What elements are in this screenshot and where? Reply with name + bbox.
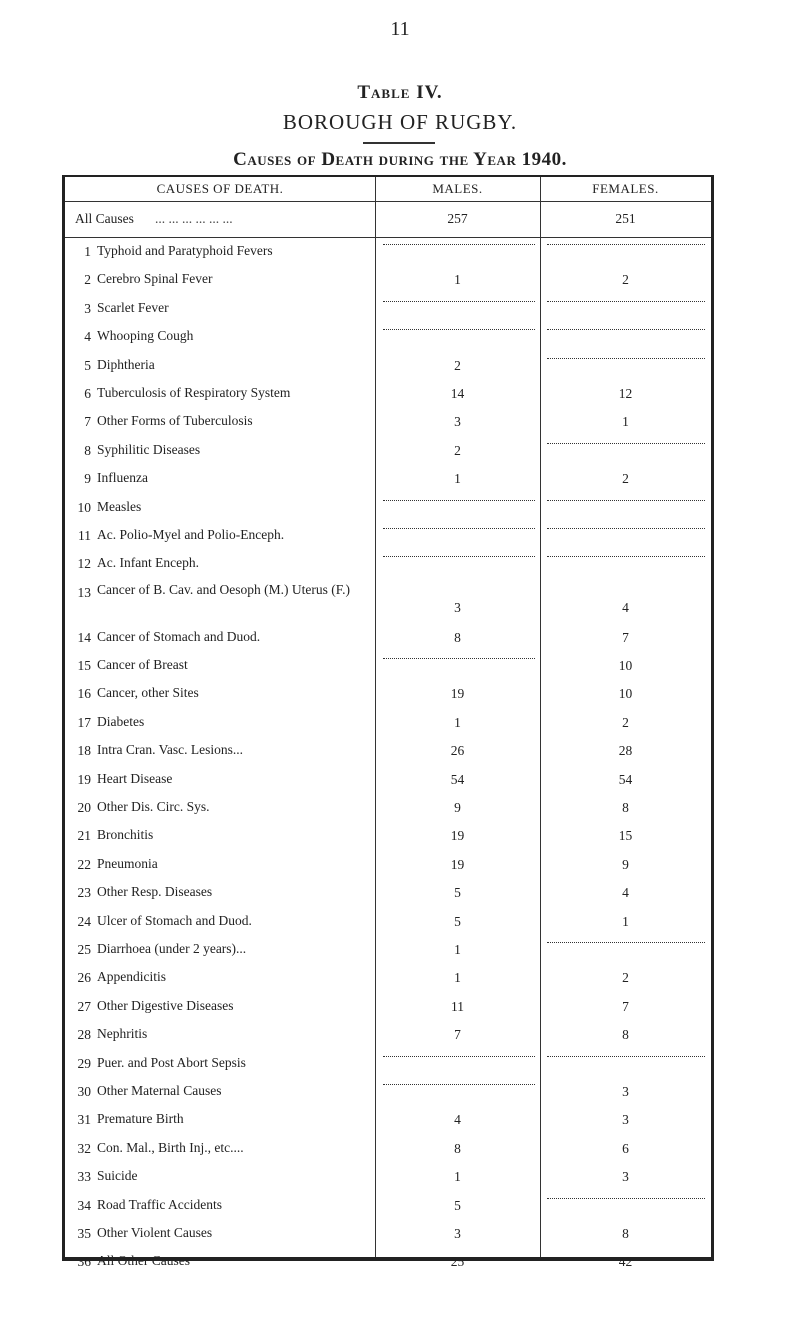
males-empty-dots xyxy=(383,556,535,557)
females-count: 2 xyxy=(622,272,629,288)
row-number: 22 xyxy=(77,856,91,872)
cause-label: Pneumonia xyxy=(97,855,158,871)
females-count: 8 xyxy=(622,1225,629,1241)
table-row xyxy=(65,1020,711,1048)
table-row xyxy=(65,407,711,435)
males-count: 3 xyxy=(454,1225,461,1241)
row-number: 17 xyxy=(77,714,91,730)
females-count: 3 xyxy=(622,1169,629,1185)
females-empty-dots xyxy=(547,556,705,557)
females-count: 4 xyxy=(622,599,629,615)
males-count: 1 xyxy=(454,970,461,986)
table-row xyxy=(65,549,711,577)
table-row xyxy=(65,1134,711,1162)
females-empty-dots xyxy=(547,443,705,444)
row-number: 13 xyxy=(77,584,91,600)
all-causes-males: 257 xyxy=(447,211,468,226)
cause-label: Whooping Cough xyxy=(97,328,194,344)
cause-label: Scarlet Fever xyxy=(97,299,169,315)
row-number: 10 xyxy=(77,499,91,515)
cause-label: Cerebro Spinal Fever xyxy=(97,271,213,287)
table-row xyxy=(65,493,711,521)
cause-label: Other Resp. Diseases xyxy=(97,884,213,900)
cause-label: Ulcer of Stomach and Duod. xyxy=(97,912,252,928)
males-empty-dots xyxy=(383,301,535,302)
row-number: 4 xyxy=(84,329,91,345)
row-number: 35 xyxy=(77,1225,91,1241)
table-row xyxy=(65,850,711,878)
table-row xyxy=(65,1162,711,1190)
cause-label: Puer. and Post Abort Sepsis xyxy=(97,1054,246,1070)
table-row xyxy=(65,436,711,464)
table-row xyxy=(65,294,711,322)
males-count: 26 xyxy=(450,743,465,759)
row-number: 33 xyxy=(77,1169,91,1185)
females-count: 3 xyxy=(622,1112,629,1128)
cause-label: Other Forms of Tuberculosis xyxy=(97,413,253,429)
females-empty-dots xyxy=(547,528,705,529)
table-row xyxy=(65,1191,711,1219)
males-count: 5 xyxy=(454,885,461,901)
females-empty-dots xyxy=(547,1056,705,1057)
table-row xyxy=(65,237,711,265)
cause-label: Road Traffic Accidents xyxy=(97,1196,222,1212)
causes-of-death-table xyxy=(62,175,714,1270)
cause-label: Ac. Infant Enceph. xyxy=(97,555,199,571)
females-count: 54 xyxy=(618,771,633,787)
table-row xyxy=(65,1077,711,1105)
row-number: 12 xyxy=(77,556,91,572)
females-count: 2 xyxy=(622,471,629,487)
females-empty-dots xyxy=(547,500,705,501)
row-number: 25 xyxy=(77,941,91,957)
row-number: 32 xyxy=(77,1140,91,1156)
row-number: 31 xyxy=(77,1112,91,1128)
males-count: 1 xyxy=(454,714,461,730)
males-count: 9 xyxy=(454,800,461,816)
table-header xyxy=(65,177,711,202)
row-number: 36 xyxy=(77,1254,91,1270)
males-count: 54 xyxy=(450,771,465,787)
males-count: 3 xyxy=(454,414,461,430)
cause-label: Appendicitis xyxy=(97,969,166,985)
row-number: 8 xyxy=(84,442,91,458)
row-number: 30 xyxy=(77,1083,91,1099)
males-empty-dots xyxy=(383,500,535,501)
females-empty-dots xyxy=(547,329,705,330)
cause-label: Other Digestive Diseases xyxy=(97,997,234,1013)
table-row xyxy=(65,265,711,293)
males-count: 11 xyxy=(451,998,464,1014)
row-number: 27 xyxy=(77,998,91,1014)
females-count: 12 xyxy=(618,385,633,401)
row-number: 26 xyxy=(77,970,91,986)
table-row xyxy=(65,521,711,549)
cause-label: Other Violent Causes xyxy=(97,1224,213,1240)
females-count: 7 xyxy=(622,998,629,1014)
row-number: 6 xyxy=(84,385,91,401)
table-row xyxy=(65,907,711,935)
row-number: 11 xyxy=(78,527,91,543)
all-causes-label: All Causes xyxy=(75,211,134,226)
row-number: 9 xyxy=(84,471,91,487)
cause-label: Syphilitic Diseases xyxy=(97,441,201,457)
row-number: 21 xyxy=(77,828,91,844)
table-row xyxy=(65,935,711,963)
females-count: 42 xyxy=(618,1254,633,1270)
males-count: 1 xyxy=(454,1169,461,1185)
females-empty-dots xyxy=(547,301,705,302)
row-number: 16 xyxy=(77,686,91,702)
table-row xyxy=(65,623,711,651)
males-empty-dots xyxy=(383,244,535,245)
row-number: 3 xyxy=(84,300,91,316)
table-row xyxy=(65,578,711,623)
row-number: 20 xyxy=(77,800,91,816)
table-row xyxy=(65,793,711,821)
cause-label: All Other Causes xyxy=(97,1253,190,1269)
cause-label: Nephritis xyxy=(97,1026,148,1042)
females-empty-dots xyxy=(547,1198,705,1199)
row-number: 28 xyxy=(77,1027,91,1043)
cause-label: Heart Disease xyxy=(97,770,173,786)
females-count: 2 xyxy=(622,970,629,986)
cause-label: Ac. Polio-Myel and Polio-Enceph. xyxy=(97,526,285,542)
page-number: 11 xyxy=(390,18,410,40)
females-count: 6 xyxy=(622,1140,629,1156)
row-number: 29 xyxy=(77,1055,91,1071)
females-empty-dots xyxy=(547,244,705,245)
row-number: 5 xyxy=(84,357,91,373)
females-count: 4 xyxy=(622,885,629,901)
cause-label: Diarrhoea (under 2 years)... xyxy=(97,940,247,956)
males-count: 3 xyxy=(454,599,461,615)
cause-label: Tuberculosis of Respiratory System xyxy=(97,384,291,400)
females-count: 7 xyxy=(622,629,629,645)
males-empty-dots xyxy=(383,1084,535,1085)
header-cause: CAUSES OF DEATH. xyxy=(156,181,284,196)
males-count: 19 xyxy=(450,686,465,702)
row-number: 1 xyxy=(84,244,91,259)
females-count: 28 xyxy=(618,743,633,759)
row-number: 24 xyxy=(77,913,91,929)
females-empty-dots xyxy=(547,942,705,943)
cause-label: Influenza xyxy=(97,470,148,486)
females-count: 8 xyxy=(622,800,629,816)
males-count: 8 xyxy=(454,1140,461,1156)
cause-label: Other Maternal Causes xyxy=(97,1082,222,1098)
females-count: 15 xyxy=(618,828,633,844)
borough-title: BOROUGH OF RUGBY. xyxy=(282,110,518,134)
header-males: MALES. xyxy=(432,181,483,196)
table-row xyxy=(65,651,711,679)
all-causes-row xyxy=(65,201,711,238)
table-row xyxy=(65,379,711,407)
females-count: 1 xyxy=(622,913,629,929)
males-count: 1 xyxy=(454,941,461,957)
table-row xyxy=(65,992,711,1020)
males-count: 1 xyxy=(454,272,461,288)
males-count: 14 xyxy=(450,385,465,401)
males-count: 19 xyxy=(450,856,465,872)
females-count: 8 xyxy=(622,1027,629,1043)
males-empty-dots xyxy=(383,528,535,529)
females-count: 10 xyxy=(618,686,633,702)
table-label: Table IV. xyxy=(357,82,443,103)
header-females: FEMALES. xyxy=(592,181,659,196)
table-row xyxy=(65,821,711,849)
cause-label: Premature Birth xyxy=(97,1111,184,1127)
table-row xyxy=(65,351,711,379)
row-number: 7 xyxy=(84,414,91,430)
table-row xyxy=(65,464,711,492)
row-number: 23 xyxy=(77,885,91,901)
cause-label: Measles xyxy=(97,498,142,514)
table-row xyxy=(65,765,711,793)
table-row xyxy=(65,708,711,736)
males-count: 2 xyxy=(454,442,461,458)
row-number: 18 xyxy=(77,743,91,759)
females-count: 1 xyxy=(622,414,629,430)
table-row xyxy=(65,322,711,350)
females-count: 10 xyxy=(618,658,633,674)
males-empty-dots xyxy=(383,658,535,659)
table-row xyxy=(65,736,711,764)
cause-label: Intra Cran. Vasc. Lesions... xyxy=(97,742,243,758)
title-divider xyxy=(363,142,435,144)
males-count: 2 xyxy=(454,357,461,373)
table-row xyxy=(65,1105,711,1133)
cause-label: Cancer of Stomach and Duod. xyxy=(97,628,261,644)
row-number: 14 xyxy=(77,629,91,645)
cause-label: Typhoid and Paratyphoid Fevers xyxy=(97,243,273,258)
females-count: 9 xyxy=(622,856,629,872)
cause-label: Cancer of Breast xyxy=(97,657,188,673)
causes-title: Causes of Death during the Year 1940. xyxy=(233,149,567,170)
cause-label: Diphtheria xyxy=(97,356,155,372)
cause-label: Other Dis. Circ. Sys. xyxy=(97,799,210,815)
females-count: 3 xyxy=(622,1083,629,1099)
row-number: 19 xyxy=(77,771,91,787)
females-empty-dots xyxy=(547,358,705,359)
all-causes-leader: ... ... ... ... ... ... xyxy=(155,211,233,226)
cause-rows xyxy=(65,237,711,1276)
males-count: 19 xyxy=(450,828,465,844)
cause-label: Suicide xyxy=(97,1168,138,1184)
cause-label: Diabetes xyxy=(97,713,145,729)
row-number: 15 xyxy=(77,658,91,674)
males-count: 1 xyxy=(454,471,461,487)
males-empty-dots xyxy=(383,1056,535,1057)
table-row xyxy=(65,963,711,991)
cause-label: Cancer of B. Cav. and Oesoph (M.) Uterus (F.) xyxy=(97,581,350,597)
males-count: 8 xyxy=(454,629,461,645)
males-count: 4 xyxy=(454,1112,461,1128)
table-row xyxy=(65,1247,711,1275)
all-causes-females: 251 xyxy=(615,211,636,226)
table-row xyxy=(65,679,711,707)
cause-label: Con. Mal., Birth Inj., etc.... xyxy=(97,1139,244,1155)
cause-label: Bronchitis xyxy=(97,827,154,843)
males-count: 25 xyxy=(450,1254,465,1270)
males-empty-dots xyxy=(383,329,535,330)
males-count: 5 xyxy=(454,1197,461,1213)
table-row xyxy=(65,1219,711,1247)
table-row xyxy=(65,878,711,906)
row-number: 34 xyxy=(77,1197,91,1213)
males-count: 5 xyxy=(454,913,461,929)
cause-label: Cancer, other Sites xyxy=(97,685,199,701)
row-number: 2 xyxy=(84,272,91,288)
females-count: 2 xyxy=(622,714,629,730)
males-count: 7 xyxy=(454,1027,461,1043)
table-row xyxy=(65,1049,711,1077)
